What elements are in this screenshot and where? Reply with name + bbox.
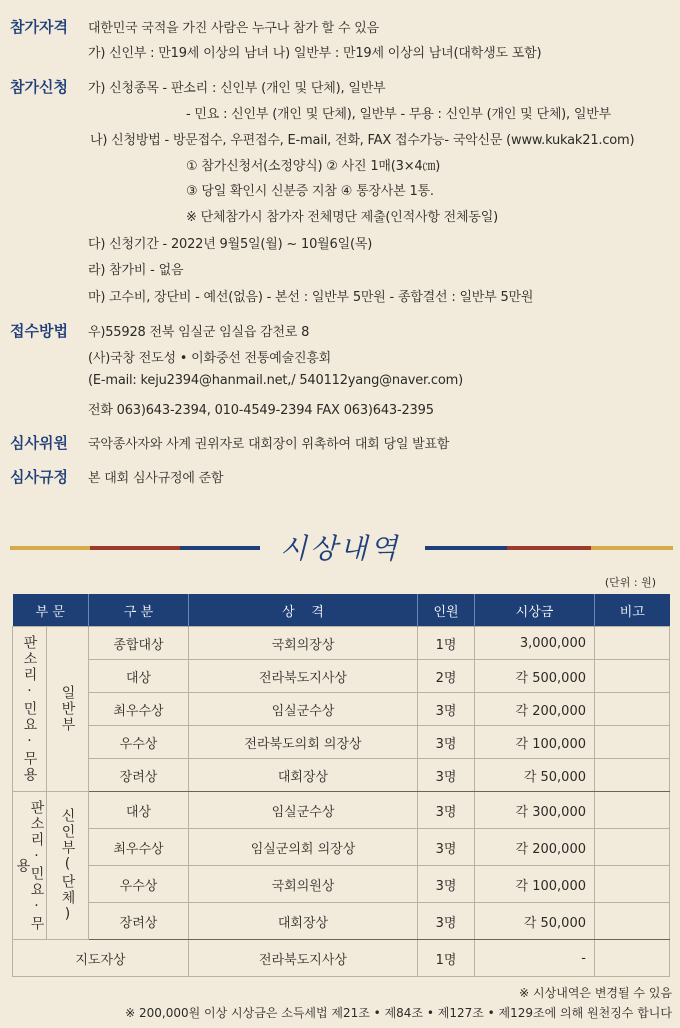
note-cell (595, 693, 670, 726)
application-section (10, 76, 672, 306)
rules-title: 심사규정 (10, 468, 68, 486)
table-row (13, 627, 670, 660)
amount-cell: - (475, 940, 595, 977)
header-amount: 시상금 (475, 594, 595, 627)
rules-line: 본 대회 심사규정에 준함 (88, 471, 224, 486)
application-line: ③ 당일 확인시 신분증 지참 ④ 통장사본 1통. (186, 184, 434, 199)
eligibility-section (10, 16, 672, 66)
application-line: ① 참가신청서(소정양식) ② 사진 1매(3×4㎝) (186, 159, 441, 174)
header-note: 비고 (595, 594, 670, 627)
type-cell: 장려상 (89, 903, 189, 940)
application-line: 가) 신청종목 - 판소리 : 신인부 (개인 및 단체), 일반부 (88, 81, 386, 96)
award-cell: 전라북도지사상 (189, 940, 418, 977)
amount-cell: 3,000,000 (475, 627, 595, 660)
amount-cell: 각 300,000 (475, 792, 595, 829)
type-cell: 대상 (89, 792, 189, 829)
amount-cell: 각 200,000 (475, 829, 595, 866)
award-cell: 임실군의회 의장상 (189, 829, 418, 866)
note-cell (595, 866, 670, 903)
application-title: 참가신청 (10, 78, 68, 96)
count-cell: 3명 (418, 726, 475, 759)
type-cell: 최우수상 (89, 693, 189, 726)
footnote: ※ 시상내역은 변경될 수 있음 (519, 986, 672, 1000)
amount-cell: 각 50,000 (475, 903, 595, 940)
note-cell (595, 759, 670, 792)
division-cell: 신인부(단체) (47, 792, 89, 940)
application-line: - 민요 : 신인부 (개인 및 단체), 일반부 - 무용 : 신인부 (개인 및 단체), 일반부 (186, 107, 611, 122)
count-cell: 3명 (418, 693, 475, 726)
table-header-row (13, 594, 670, 627)
amount-cell: 각 100,000 (475, 726, 595, 759)
application-line: 나) 신청방법 - 방문접수, 우편접수, E-mail, 전화, FAX 접수가능- 국악신문 (www.kukak21.com) (90, 133, 635, 148)
note-cell (595, 627, 670, 660)
type-cell: 최우수상 (89, 829, 189, 866)
eligibility-line: 가) 신인부 : 만19세 이상의 남녀 나) 일반부 : 만19세 이상의 남녀(대학생도 포함) (88, 46, 542, 61)
award-cell: 대회장상 (189, 759, 418, 792)
count-cell: 3명 (418, 829, 475, 866)
type-cell: 우수상 (89, 726, 189, 759)
awards-table (12, 594, 670, 977)
note-cell (595, 726, 670, 759)
table-row (13, 903, 670, 940)
count-cell: 1명 (418, 627, 475, 660)
reception-line: 우)55928 전북 임실군 임실읍 감천로 8 (88, 325, 310, 340)
count-cell: 3명 (418, 903, 475, 940)
reception-title: 접수방법 (10, 322, 68, 340)
reception-line: (E-mail: keju2394@hanmail.net,/ 540112yang@naver.com) (88, 373, 463, 388)
judges-line: 국악종사자와 사계 권위자로 대회장이 위촉하여 대회 당일 발표함 (88, 437, 450, 452)
award-cell: 대회장상 (189, 903, 418, 940)
header-type: 구 분 (89, 594, 189, 627)
table-row (13, 759, 670, 792)
type-cell: 종합대상 (89, 627, 189, 660)
divider-right (425, 546, 673, 551)
amount-cell: 각 500,000 (475, 660, 595, 693)
reception-line: 전화 063)643-2394, 010-4549-2394 FAX 063)643-2395 (88, 403, 434, 418)
category-cell: 판소리·민요·무용 (13, 627, 47, 792)
table-row (13, 792, 670, 829)
table-row (13, 829, 670, 866)
application-line: 다) 신청기간 - 2022년 9월5일(월) ~ 10월6일(목) (88, 237, 373, 252)
judges-title: 심사위원 (10, 434, 68, 452)
count-cell: 3명 (418, 792, 475, 829)
category-cell: 판소리·민요·무용 (13, 792, 47, 940)
type-cell: 우수상 (89, 866, 189, 903)
amount-cell: 각 50,000 (475, 759, 595, 792)
count-cell: 1명 (418, 940, 475, 977)
count-cell: 3명 (418, 759, 475, 792)
awards-title: 시상내역 (279, 532, 401, 565)
award-cell: 국회의장상 (189, 627, 418, 660)
note-cell (595, 940, 670, 977)
amount-cell: 각 200,000 (475, 693, 595, 726)
table-row (13, 660, 670, 693)
header-count: 인원 (418, 594, 475, 627)
type-cell: 장려상 (89, 759, 189, 792)
note-cell (595, 792, 670, 829)
application-line: 마) 고수비, 장단비 - 예선(없음) - 본선 : 일반부 5만원 - 종합결선 : 일반부 5만원 (88, 290, 534, 305)
header-category: 부 문 (13, 594, 89, 627)
table-row (13, 940, 670, 977)
footnote: ※ 200,000원 이상 시상금은 소득세법 제21조 • 제84조 • 제127조 • 제129조에 의해 원천징수 합니다 (125, 1006, 672, 1020)
eligibility-line: 대한민국 국적을 가진 사람은 누구나 참가 할 수 있음 (88, 21, 379, 36)
table-row (13, 693, 670, 726)
unit-label: (단위 : 원) (604, 576, 656, 589)
eligibility-title: 참가자격 (10, 18, 68, 36)
application-line: 라) 참가비 - 없음 (88, 263, 184, 278)
amount-cell: 각 100,000 (475, 866, 595, 903)
count-cell: 3명 (418, 866, 475, 903)
judges-section (10, 432, 672, 456)
header-award: 상 격 (189, 594, 418, 627)
award-cell: 국회의원상 (189, 866, 418, 903)
application-line: ※ 단체참가시 참가자 전체명단 제출(인적사항 전체동일) (186, 210, 498, 225)
note-cell (595, 660, 670, 693)
award-cell: 임실군수상 (189, 792, 418, 829)
division-cell: 일반부 (47, 627, 89, 792)
type-cell: 대상 (89, 660, 189, 693)
note-cell (595, 829, 670, 866)
type-cell: 지도자상 (13, 940, 189, 977)
award-cell: 임실군수상 (189, 693, 418, 726)
count-cell: 2명 (418, 660, 475, 693)
award-cell: 전라북도지사상 (189, 660, 418, 693)
note-cell (595, 903, 670, 940)
award-cell: 전라북도의회 의장상 (189, 726, 418, 759)
reception-line: (사)국창 전도성 • 이화중선 전통예술진흥회 (88, 351, 332, 366)
table-row (13, 726, 670, 759)
reception-section (10, 320, 672, 420)
table-row (13, 866, 670, 903)
rules-section (10, 466, 672, 490)
